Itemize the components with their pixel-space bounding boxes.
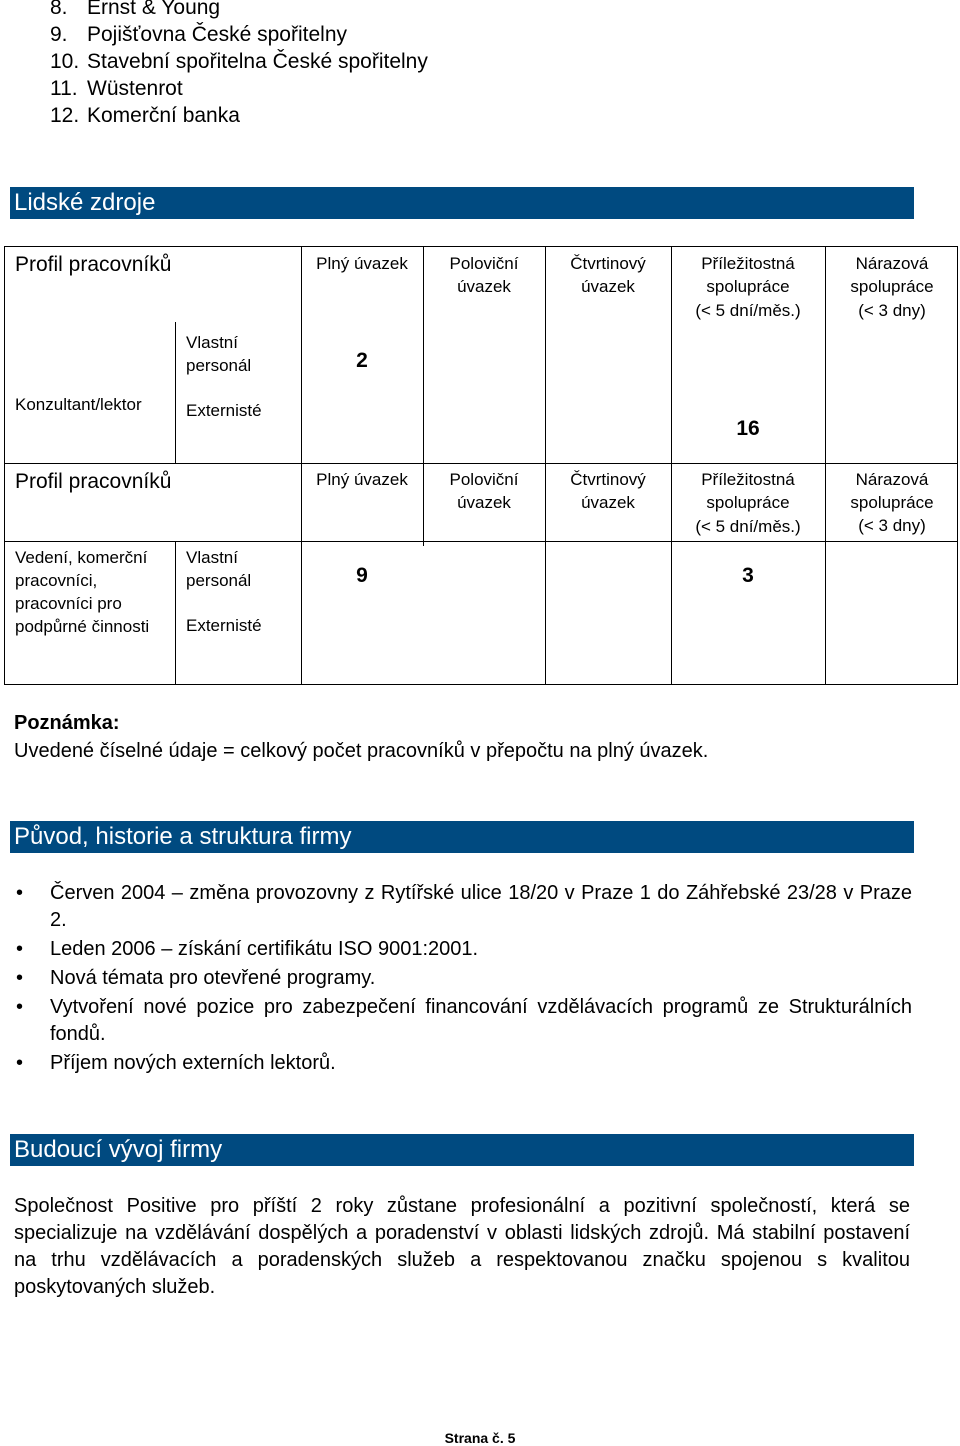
- value-own-full: 9: [356, 564, 368, 587]
- section-title-future: Budoucí vývoj firmy: [10, 1134, 914, 1166]
- history-list: [14, 880, 912, 1079]
- col-half-time: Poloviční úvazek: [449, 470, 519, 512]
- col-sporadic: Nárazová spolupráce (< 3 dny): [850, 254, 934, 320]
- hr-table-management: [4, 464, 958, 685]
- note-title: Poznámka:: [14, 712, 120, 734]
- list-item: 10. Stavební spořitelna České spořitelny: [50, 50, 428, 73]
- divider: [175, 322, 176, 463]
- col-occasional: Příležitostná spolupráce (< 5 dní/měs.): [695, 470, 801, 536]
- page-number: Strana č. 5: [444, 1430, 516, 1446]
- list-item: • Příjem nových externích lektorů.: [14, 1050, 912, 1077]
- list-item: • Nová témata pro otevřené programy.: [14, 965, 912, 992]
- section-title-hr: Lidské zdroje: [10, 187, 914, 219]
- profile-label: Profil pracovníků: [15, 470, 172, 493]
- row-own-staff: Vlastní personál: [186, 548, 252, 590]
- note-text: Uvedené číselné údaje = celkový počet pracovníků v přepočtu na plný úvazek.: [14, 740, 709, 762]
- value-external-occasional: 16: [736, 417, 760, 440]
- list-item: 11. Wüstenrot: [50, 77, 183, 100]
- row-group-label: Konzultant/lektor: [15, 395, 142, 414]
- col-half-time: Poloviční úvazek: [449, 254, 519, 296]
- divider: [175, 541, 176, 684]
- row-own-staff: Vlastní personál: [186, 333, 252, 375]
- hr-table-consultants: [4, 246, 958, 464]
- col-full-time: Plný úvazek: [316, 254, 408, 273]
- value-own-occasional: 3: [742, 564, 754, 587]
- col-full-time: Plný úvazek: [316, 470, 408, 489]
- value-own-full: 2: [356, 349, 368, 372]
- row-group-label: Vedení, komerční pracovníci, pracovníci pro podpůrné činnosti: [15, 548, 150, 636]
- col-occasional: Příležitostná spolupráce (< 5 dní/měs.): [695, 254, 801, 320]
- section-title-history: Původ, historie a struktura firmy: [10, 821, 914, 853]
- company-list: [50, 0, 428, 129]
- list-item: • Vytvoření nové pozice pro zabezpečení financování vzdělávacích programů ze Strukturálních fondů.: [14, 994, 912, 1048]
- list-item: 12. Komerční banka: [50, 104, 240, 127]
- row-external: Externisté: [186, 616, 262, 635]
- row-external: Externisté: [186, 401, 262, 420]
- list-item: 8. Ernst & Young: [50, 0, 221, 19]
- list-item: 9. Pojišťovna České spořitelny: [50, 23, 347, 46]
- divider: [5, 541, 957, 542]
- list-item: • Leden 2006 – získání certifikátu ISO 9001:2001.: [14, 936, 912, 963]
- list-item: • Červen 2004 – změna provozovny z Rytířské ulice 18/20 v Praze 1 do Záhřebské 23/28 v Praze 2.: [14, 880, 912, 934]
- col-quarter-time: Čtvrtinový úvazek: [570, 470, 646, 512]
- col-sporadic: Nárazová spolupráce (< 3 dny): [850, 470, 934, 535]
- future-paragraph: Společnost Positive pro příští 2 roky zůstane profesionální a pozitivní společností, která se specializuje na vzdělávání dospělých a poradenství v oblasti lidských zdrojů. Má stabilní postavení na trhu vzdělávacích a poradenských služeb a respektovanou značku spojenou s kvalitou poskytovaných služeb.: [14, 1195, 910, 1298]
- profile-label: Profil pracovníků: [15, 253, 172, 276]
- col-quarter-time: Čtvrtinový úvazek: [570, 254, 646, 296]
